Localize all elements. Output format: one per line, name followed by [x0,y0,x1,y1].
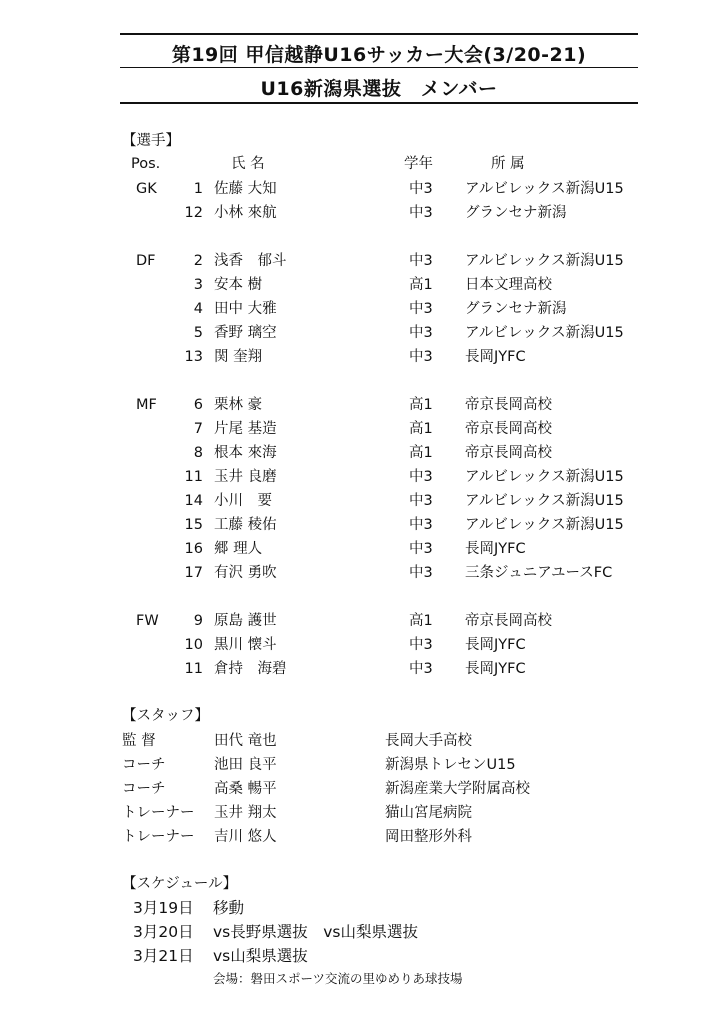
staff-name: 池田 良平 [214,757,277,773]
player-name: 有沢 勇吹 [214,565,277,581]
player-club: 帝京長岡高校 [465,397,552,413]
staff-organization: 長岡大手高校 [385,733,472,749]
player-number: 1 [193,181,203,197]
player-grade: 中3 [409,493,433,509]
schedule-date: 3月20日 [133,923,194,941]
player-club: 三条ジュニアユースFC [465,565,613,581]
player-club: アルビレックス新潟U15 [465,469,624,485]
player-club: 長岡JYFC [465,637,526,653]
player-name: 浅香 郁斗 [214,253,287,269]
document-subtitle: U16新潟県選抜 メンバー [260,78,498,100]
player-number: 5 [193,325,203,341]
schedule-event: vs山梨県選抜 [213,947,308,965]
column-header-pos: Pos. [131,156,161,172]
player-number: 8 [193,445,203,461]
player-grade: 中3 [409,349,433,365]
player-club: グランセナ新潟 [465,205,567,221]
venue-note: 会場：磐田スポーツ交流の里ゆめりあ球技場 [213,971,463,986]
player-club: 帝京長岡高校 [465,613,552,629]
staff-name: 田代 竜也 [214,733,277,749]
player-club: 長岡JYFC [465,349,526,365]
player-grade: 高1 [409,397,433,413]
header-top-rule [120,33,638,35]
player-club: 長岡JYFC [465,661,526,677]
staff-role: コーチ [122,757,166,773]
player-number: 7 [193,421,203,437]
player-name: 小林 來航 [214,205,277,221]
player-name: 安本 樹 [214,277,263,293]
staff-role: トレーナー [122,805,195,821]
document-title: 第19回 甲信越静U16サッカー大会(3/20-21) [171,44,587,66]
player-name: 片尾 基造 [214,421,277,437]
player-grade: 中3 [409,541,433,557]
player-grade: 中3 [409,325,433,341]
player-number: 9 [193,613,203,629]
player-grade: 高1 [409,277,433,293]
player-club: アルビレックス新潟U15 [465,253,624,269]
player-grade: 中3 [409,517,433,533]
player-name: 関 奎翔 [214,349,263,365]
player-club: 帝京長岡高校 [465,445,552,461]
player-number: 11 [184,661,203,677]
player-grade: 高1 [409,421,433,437]
column-header-grade: 学年 [404,156,433,172]
player-grade: 中3 [409,253,433,269]
player-name: 倉持 海碧 [214,661,287,677]
player-grade: 中3 [409,565,433,581]
staff-role: 監 督 [122,733,156,749]
schedule-date: 3月21日 [133,947,194,965]
player-club: グランセナ新潟 [465,301,567,317]
staff-role: トレーナー [122,829,195,845]
player-name: 香野 璃空 [214,325,277,341]
schedule-section-label: 【スケジュール】 [122,876,238,892]
player-position: DF [136,253,156,269]
player-number: 3 [193,277,203,293]
player-number: 14 [184,493,203,509]
player-club: アルビレックス新潟U15 [465,181,624,197]
staff-name: 玉井 翔太 [214,805,277,821]
player-number: 16 [184,541,203,557]
player-number: 4 [193,301,203,317]
player-number: 17 [184,565,203,581]
player-position: MF [136,397,157,413]
header-bottom-rule [120,102,638,104]
player-number: 15 [184,517,203,533]
player-name: 小川 要 [214,493,272,509]
player-name: 黒川 懐斗 [214,637,277,653]
player-grade: 中3 [409,469,433,485]
player-name: 工藤 稜佑 [214,517,277,533]
schedule-event: vs長野県選抜 vs山梨県選抜 [213,923,418,941]
staff-organization: 猫山宮尾病院 [385,805,472,821]
player-number: 10 [184,637,203,653]
player-club: アルビレックス新潟U15 [465,493,624,509]
player-number: 2 [193,253,203,269]
player-club: 長岡JYFC [465,541,526,557]
header-middle-rule [120,67,638,68]
player-grade: 高1 [409,445,433,461]
player-grade: 中3 [409,181,433,197]
staff-name: 吉川 悠人 [214,829,277,845]
player-grade: 高1 [409,613,433,629]
player-grade: 中3 [409,661,433,677]
player-name: 栗林 豪 [214,397,263,413]
schedule-event: 移動 [213,899,245,917]
player-name: 原島 護世 [214,613,277,629]
player-number: 12 [184,205,203,221]
staff-section-label: 【スタッフ】 [122,708,209,724]
staff-organization: 新潟県トレセンU15 [385,757,516,773]
staff-organization: 新潟産業大学附属高校 [385,781,530,797]
staff-role: コーチ [122,781,166,797]
player-number: 6 [193,397,203,413]
staff-organization: 岡田整形外科 [385,829,472,845]
player-grade: 中3 [409,205,433,221]
player-position: FW [136,613,159,629]
player-grade: 中3 [409,301,433,317]
player-club: アルビレックス新潟U15 [465,325,624,341]
players-section-label: 【選手】 [122,133,180,149]
player-club: 帝京長岡高校 [465,421,552,437]
player-name: 田中 大雅 [214,301,277,317]
player-grade: 中3 [409,637,433,653]
player-name: 佐藤 大知 [214,181,277,197]
player-number: 13 [184,349,203,365]
player-club: 日本文理高校 [465,277,552,293]
schedule-date: 3月19日 [133,899,194,917]
player-club: アルビレックス新潟U15 [465,517,624,533]
player-name: 郷 理人 [214,541,263,557]
player-name: 根本 來海 [214,445,277,461]
player-number: 11 [184,469,203,485]
player-position: GK [136,181,157,197]
player-name: 玉井 良磨 [214,469,277,485]
column-header-name: 氏 名 [231,156,265,172]
staff-name: 高桑 暢平 [214,781,277,797]
column-header-club: 所 属 [491,156,525,172]
